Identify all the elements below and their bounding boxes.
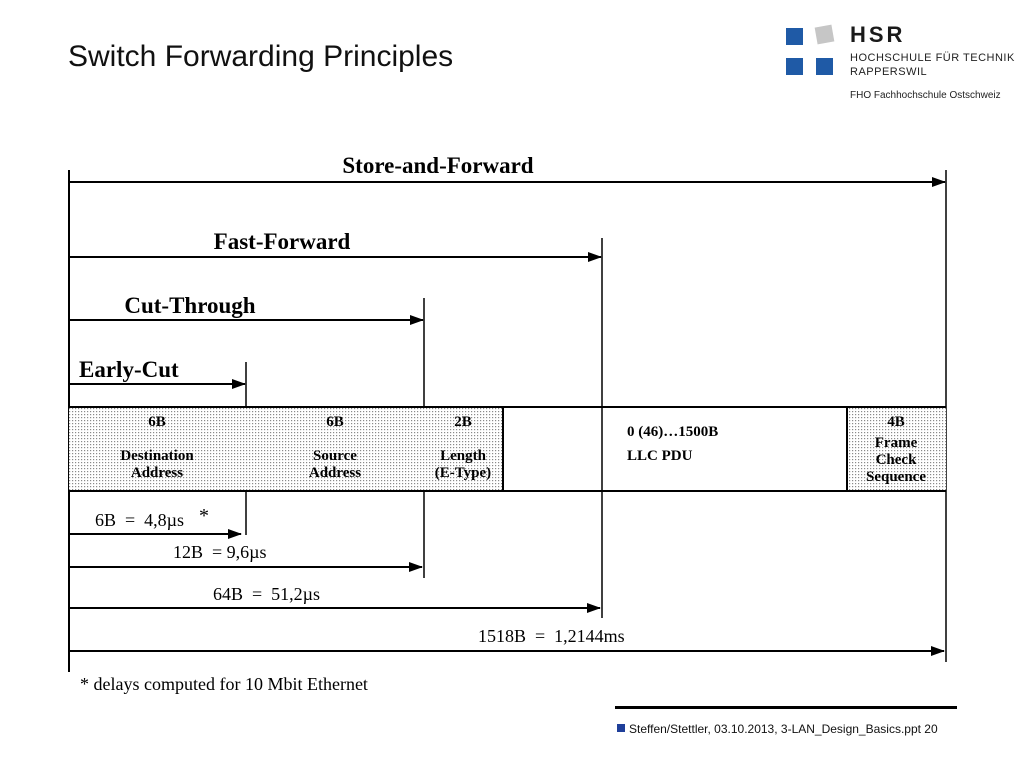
- logo-name: HSR: [850, 22, 906, 47]
- len-size: 2B: [454, 414, 472, 430]
- early-cut-label: Early-Cut: [79, 357, 179, 382]
- len-label-2: (E-Type): [434, 465, 492, 481]
- src-label-2: Address: [308, 465, 362, 481]
- delay-6b-footnote-mark: *: [199, 505, 209, 527]
- logo-line-3: FHO Fachhochschule Ostschweiz: [850, 90, 1001, 101]
- payload-label: LLC PDU: [627, 448, 693, 464]
- fcs-label-1: Frame: [874, 435, 918, 451]
- delay-6b-label: 6B = 4,8µs: [95, 510, 185, 530]
- fast-forward-label: Fast-Forward: [213, 229, 351, 254]
- len-label-1: Length: [440, 448, 486, 464]
- src-size: 6B: [326, 414, 344, 430]
- footnote: * delays computed for 10 Mbit Ethernet: [80, 674, 368, 694]
- payload-size: 0 (46)…1500B: [627, 424, 719, 440]
- cut-through-label: Cut-Through: [124, 293, 256, 318]
- dest-label-1: Destination: [120, 448, 194, 464]
- logo-line-1: HOCHSCHULE FÜR TECHNIK: [850, 52, 1015, 64]
- footer: [617, 722, 938, 736]
- delay-64b-label: 64B = 51,2µs: [213, 584, 321, 604]
- src-label-1: Source: [313, 448, 357, 464]
- delay-12b-label: 12B = 9,6µs: [173, 542, 267, 562]
- store-and-forward-label: Store-and-Forward: [342, 153, 534, 178]
- dest-size: 6B: [148, 414, 166, 430]
- dest-label-2: Address: [130, 465, 184, 481]
- fcs-label-3: Sequence: [866, 469, 926, 485]
- fcs-label-2: Check: [875, 452, 917, 468]
- page-title: Switch Forwarding Principles: [68, 40, 454, 73]
- footer-rule: [615, 706, 957, 709]
- fcs-size: 4B: [887, 414, 905, 430]
- delay-1518b-label: 1518B = 1,2144ms: [478, 626, 625, 646]
- footer-bullet-icon: [617, 724, 625, 732]
- logo-line-2: RAPPERSWIL: [850, 66, 928, 78]
- footer-text: Steffen/Stettler, 03.10.2013, 3-LAN_Design_Basics.ppt 20: [629, 722, 938, 736]
